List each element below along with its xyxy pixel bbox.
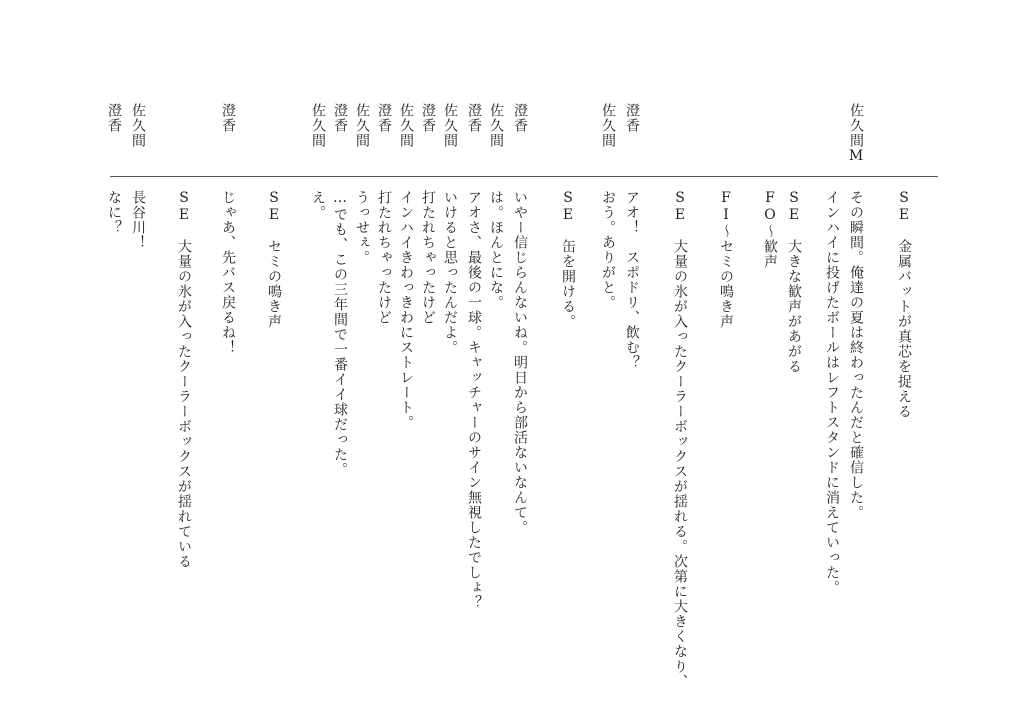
dialogue-line: …でも、この三年間で一番イイ球だった。 — [332, 190, 348, 477]
stage-direction: FI〜セミの鳴き声 — [718, 190, 734, 329]
speaker-divider-line — [110, 176, 938, 177]
dialogue-line: じゃあ、先バス戻るね！ — [220, 190, 236, 355]
stage-direction: インハイに投げたボールはレフトスタンドに消えていった。 — [824, 190, 840, 595]
stage-direction: SE 金属バットが真芯を捉える — [896, 190, 912, 419]
speaker-name: 佐久間 — [442, 103, 458, 148]
stage-direction: FO〜歓声 — [762, 190, 778, 269]
speaker-name: 佐久間 — [600, 103, 616, 148]
speaker-name: 澄香 — [624, 103, 640, 133]
dialogue-line: アオさ、最後の一球。キャッチャーのサイン無視したでしょ？ — [466, 190, 482, 610]
dialogue-line: アオ！ スポドリ、飲む？ — [624, 190, 640, 370]
speaker-name: 佐久間 — [354, 103, 370, 148]
speaker-name: 佐久間M — [848, 103, 864, 165]
dialogue-line: うっせぇ。 — [354, 190, 370, 265]
stage-direction: SE 大量の氷が入ったクーラーボックスが揺れている — [176, 190, 192, 569]
dialogue-line: いやー信じらんないね。明日から部活ないなんて。 — [512, 190, 528, 535]
stage-direction: SE 大量の氷が入ったクーラーボックスが揺れる。次第に大きくなり、 — [672, 190, 688, 689]
dialogue-line: は。ほんとにな。 — [488, 190, 504, 310]
speaker-name: 澄香 — [466, 103, 482, 133]
speaker-name: 澄香 — [376, 103, 392, 133]
speaker-name: 澄香 — [106, 103, 122, 133]
dialogue-line: インハイきわっきわにストレート。 — [398, 190, 414, 430]
dialogue-line: え。 — [310, 190, 326, 220]
speaker-name: 澄香 — [332, 103, 348, 133]
dialogue-line: 打たれちゃったけど — [376, 190, 392, 325]
speaker-name: 澄香 — [220, 103, 236, 133]
speaker-name: 佐久間 — [310, 103, 326, 148]
speaker-name: 澄香 — [420, 103, 436, 133]
dialogue-line: 打たれちゃったけど — [420, 190, 436, 325]
speaker-name: 佐久間 — [130, 103, 146, 148]
speaker-name: 佐久間 — [398, 103, 414, 148]
dialogue-line: おう。ありがと。 — [600, 190, 616, 310]
dialogue-line: その瞬間。俺達の夏は終わったんだと確信した。 — [848, 190, 864, 520]
dialogue-line: いけると思ったんだよ。 — [442, 190, 458, 355]
stage-direction: SE セミの鳴き声 — [266, 190, 282, 329]
dialogue-line: なに？ — [106, 190, 122, 235]
dialogue-line: 長谷川！ — [130, 190, 146, 250]
speaker-name: 澄香 — [512, 103, 528, 133]
stage-direction: SE 大きな歓声があがる — [786, 190, 802, 374]
speaker-name: 佐久間 — [488, 103, 504, 148]
stage-direction: SE 缶を開ける。 — [560, 190, 576, 329]
